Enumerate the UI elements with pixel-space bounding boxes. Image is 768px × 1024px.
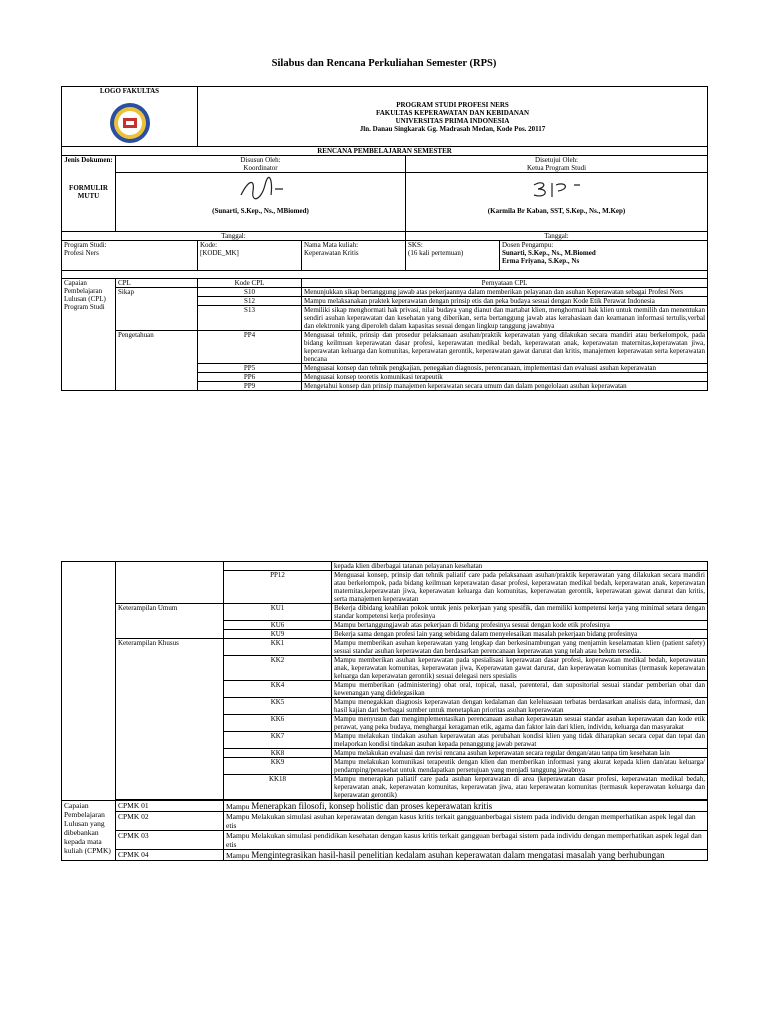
dosen-label: Dosen Pengampu:: [502, 241, 554, 249]
faculty-name: FAKULTAS KEPERAWATAN DAN KEBIDANAN: [375, 108, 530, 117]
cpl-statement: Bekerja sama dengan profesi lain yang sebidang dalam menyelesaikan masalah pekerjaan bidang profesinya: [332, 630, 708, 639]
prodi-label: Program Studi:: [64, 241, 107, 249]
dosen-2: Erma Friyana, S.Kep., Ns: [502, 257, 580, 265]
cpmk-code: CPMK 01: [116, 801, 224, 812]
cpmk-prefix: Mampu: [226, 812, 250, 821]
cpl-statement: Mampu melakukan komunikasi terapeutik dengan klien dan memberikan informasi yang akurat kepada klien dan/atau keluarga/ pendamping/penasehat untuk mendapatkan persetujuan yang menjadi tanggung jawabnya: [332, 758, 708, 775]
faculty-logo-icon: [108, 101, 152, 145]
table-row: [62, 831, 708, 850]
cpl-code: KU6: [224, 621, 332, 630]
disetujui-name: (Karmila Br Kaban, SST, S.Kep., Ns., M.Kep): [487, 207, 626, 215]
institution-header: [198, 87, 708, 147]
cpl-code: S13: [198, 306, 302, 331]
disetujui-label: Disetujui Oleh:: [535, 156, 578, 164]
cpmk-statement: [224, 801, 708, 812]
cpl-code: KU9: [224, 630, 332, 639]
kode-col-header: Kode CPL: [198, 279, 302, 288]
pernyataan-col-header: Pernyataan CPL: [302, 279, 708, 288]
cpl-statement-continuation: kepada klien diberbagai tatanan pelayanan kesehatan: [332, 562, 708, 571]
table-row: [62, 331, 708, 364]
table-row: [62, 639, 708, 656]
tanggal-2: Tanggal:: [406, 232, 708, 241]
tanggal-1: Tanggal:: [62, 232, 406, 241]
rps-table-page1: [61, 86, 708, 391]
cpl-code: S10: [198, 288, 302, 297]
cpmk-prefix: Mampu: [226, 851, 250, 860]
mk-label: Nama Mata kuliah:: [304, 241, 359, 249]
cpl-code: KK8: [224, 749, 332, 758]
dosen-1: Sunarti, S.Kep., Ns., M.Biomed: [502, 249, 596, 257]
cpl-col-header: CPL: [116, 279, 198, 288]
cpl-statement: Mampu menerapkan paliatif care pada asuhan keperawatan di area (keperawatan dasar profesi, keperawatan medikal bedah, keperawatan anak, keperawatan komunitas, keperawatan jiwa, atau keperawatan komunitas (termasuk keperawatan keluarga dan keperawatan gerontik): [332, 775, 708, 800]
sks-label: SKS:: [408, 241, 423, 249]
prodi-cell: [62, 241, 198, 271]
address: Jln. Danau Singkarak Gg. Madrasah Medan, Kode Pos. 20117: [359, 124, 546, 133]
cpl-statement: Menguasai konsep dan tehnik pengkajian, penegakan diagnosis, perencanaan, implementasi dan evaluasi asuhan keperawatan: [302, 364, 708, 373]
logo-label: LOGO FAKULTAS: [99, 87, 160, 95]
cpl-statement: Menguasai konsep teoretis komunikasi terapeutik: [302, 373, 708, 382]
cpl-code: KK9: [224, 758, 332, 775]
logo-cell: [62, 87, 198, 147]
kode-label: Kode:: [200, 241, 218, 249]
table-row: [62, 562, 708, 571]
cpl-code: PP4: [198, 331, 302, 364]
disetujui-role: Ketua Program Studi: [406, 164, 707, 173]
cpl-code: KK7: [224, 732, 332, 749]
cpl-code: KU1: [224, 604, 332, 621]
university-name: UNIVERSITAS PRIMA INDONESIA: [395, 116, 510, 125]
cpmk-text: Melakukan simulasi asuhan keperawatan dengan kasus kritis terkait gangguanberbagai sistem pada individu dengan memperhatikan aspek legal dan etis: [226, 812, 696, 830]
cpmk-section-label: Capaian Pembelajaran Lulusan yang dibebankan kepada mata kuliah (CPMK): [62, 801, 116, 861]
disusun-cell: [116, 156, 406, 232]
disusun-label: Disusun Oleh:: [240, 156, 281, 164]
group-pengetahuan: Pengetahuan: [116, 331, 198, 391]
cpl-statement: Mampu melaksanakan praktek keperawatan dengan prinsip etis dan peka budaya sesuai dengan Kode Etik Perawat Indonesia: [302, 297, 708, 306]
table-row: [62, 812, 708, 831]
mk-value: Keperawatan Kritis: [304, 249, 359, 257]
sks-cell: [406, 241, 500, 271]
cpl-code: KK4: [224, 681, 332, 698]
cpmk-prefix: Mampu: [226, 802, 250, 811]
cpl-code: S12: [198, 297, 302, 306]
cpl-statement: Bekerja dibidang keahlian pokok untuk jenis pekerjaan yang spesifik, dan memiliki kompetensi kerja yang minimal setara dengan standar kompetensi kerja profesinya: [332, 604, 708, 621]
cpmk-statement: [224, 831, 708, 850]
disusun-role: Koordinator: [116, 164, 405, 173]
cpmk-statement: [224, 812, 708, 831]
rps-title: RENCANA PEMBELAJARAN SEMESTER: [62, 147, 708, 156]
dosen-cell: [500, 241, 708, 271]
jenis-dokumen-cell: [62, 156, 116, 232]
cpmk-code: CPMK 03: [116, 831, 224, 850]
cpl-statement: Memiliki sikap menghormati hak privasi, nilai budaya yang dianut dan martabat klien, menghormati hak klien untuk memilih dan menentukan sendiri asuhan keperawatan dan kesehatan yang diberikan, serta bertanggung jawab atas kerahasiaan dan keamanan informasi tertulis,verbal dan elektronik yang diperoleh dalam kapasitas sesuai dengan lingkup tanggung jawabnya: [302, 306, 708, 331]
cpl-statement: Mampu memberikan (administering) obat oral, topical, nasal, parenteral, dan supositorial sesuai standar pemberian obat dan kewenangan yang didelegasikan: [332, 681, 708, 698]
disusun-name: (Sunarti, S.Kep., Ns., MBiomed): [212, 207, 309, 215]
cpl-statement: Mampu melakukan tindakan asuhan keperawatan atas perubahan kondisi klien yang tidak diharapkan secara cepat dan tepat dan melaporkan kondisi tindakan asuhan kepada penanggung jawab perawat: [332, 732, 708, 749]
cpl-code: PP9: [198, 382, 302, 391]
cpmk-text: Menerapkan filosofi, konsep holistic dan proses keperawatan kritis: [251, 801, 493, 811]
cpl-code: PP12: [224, 571, 332, 604]
disetujui-cell: [406, 156, 708, 232]
cpl-section-label: Capaian Pembelajaran Lulusan (CPL) Program Studi: [62, 279, 116, 391]
cpmk-statement: [224, 850, 708, 861]
prodi-value: Profesi Ners: [64, 249, 99, 257]
cpl-code: KK5: [224, 698, 332, 715]
group-keterampilan-umum: Keterampilan Umum: [116, 604, 224, 639]
formulir-mutu: FORMULIR MUTU: [69, 184, 108, 200]
cpl-code: KK6: [224, 715, 332, 732]
cpl-statement: Menunjukkan sikap bertanggung jawab atas pekerjaannya dalam memberikan pelayanan dan asuhan Keperawatan sebagai Profesi Ners: [302, 288, 708, 297]
kode-value: [KODE_MK]: [200, 249, 239, 257]
cpl-code-empty: [224, 562, 332, 571]
cpl-code: KK1: [224, 639, 332, 656]
cpmk-prefix: Mampu: [226, 831, 250, 840]
group-pengetahuan-cont: [116, 562, 224, 604]
cpmk-code: CPMK 02: [116, 812, 224, 831]
kode-cell: [198, 241, 302, 271]
jenis-dokumen-label: Jenis Dokumen:: [64, 156, 113, 164]
mk-cell: [302, 241, 406, 271]
cpl-statement: Mampu memberikan asuhan keperawatan yang lengkap dan berkesinambungan yang menjamin keselamatan klien (patient safety) sesuai standar asuhan keperawatan dan berdasarkan perencanaan keperawatan yang telah atau belum tersedia.: [332, 639, 708, 656]
cpl-statement: Mampu memberikan asuhan keperawatan pada spesialisasi keperawatan dasar profesi, keperawatan medikal bedah, keperawatan anak, keperawatan komunitas, keperawatan jiwa, Keperawatan gawat darurat, dan keperawatan komunitas (termasuk keperawatan keluarga dan keperawatan gerontik) sesuai delegasi ners spesialis: [332, 656, 708, 681]
cpl-code: KK2: [224, 656, 332, 681]
cpl-statement: Mampu bertanggungjawab atas pekerjaan di bidang profesinya sesuai dengan kode etik profesinya: [332, 621, 708, 630]
signature-coordinator-icon: [231, 175, 291, 205]
cpl-statement: Menguasai tehnik, prinsip dan prosedur pelaksanaan asuhan/praktik keperawatan yang dilakukan secara mandiri atau berkelompok, pada bidang keilmuan keperawatan dasar profesi, keperawatan medikal bedah, keperawatan anak, keperawatan maternitas,keperawatan jiwa, keperawatan keluarga dan komunitas, keperawatan gerontik, keperawatan gawat darurat dan kritis, manajemen keperawatan serta keperawatan bencana: [302, 331, 708, 364]
cpl-statement: Menguasai konsep, prinsip dan tehnik paliatif care pada pelaksanaan asuhan/praktik keperawatan yang dilakukan secara mandiri atau berkelompok, pada bidang keilmuan keperawatan dasar profesi, keperawatan medikal bedah, keperawatan anak, keperawatan maternitas,keperawatan jiwa, keperawatan keluarga dan komunitas, keperawatan gerontik, keperawatan gawat darurat dan kritis, serta manajemen keperawatan: [332, 571, 708, 604]
cpmk-text: Mengintegrasikan hasil-hasil penelitian kedalam asuhan keperawatan dalam mengatasi masalah yang berhubungan: [251, 850, 665, 860]
table-row: [62, 604, 708, 621]
program-name: PROGRAM STUDI PROFESI NERS: [396, 100, 509, 109]
table-row: [62, 801, 708, 812]
cpl-section-continued: [62, 562, 116, 801]
table-row: [62, 288, 708, 297]
cpmk-text: Melakukan simulasi pendidikan kesehatan dengan kasus kritis terkait gangguan berbagai sistem pada individu dengan memperhatikan aspek legal dan etis: [226, 831, 702, 849]
cpl-statement: Mampu menegakkan diagnosis keperawatan dengan kedalaman dan keleluasaan terbatas berdasarkan analisis data, informasi, dan hasil kajian dari berbagai sumber untuk menetapkan prioritas asuhan keperawatan: [332, 698, 708, 715]
table-row: [62, 850, 708, 861]
signature-head-icon: [522, 175, 592, 205]
cpl-code: PP5: [198, 364, 302, 373]
group-sikap: Sikap: [116, 288, 198, 331]
sks-value: (16 kali pertemuan): [408, 249, 464, 257]
cpl-statement: Mampu melakukan evaluasi dan revisi rencana asuhan keperawatan secara regular dengan/atau tanpa tim kesehatan lain: [332, 749, 708, 758]
page-title: Silabus dan Rencana Perkuliahan Semester (RPS): [271, 58, 497, 69]
cpl-code: PP6: [198, 373, 302, 382]
cpl-statement: Mampu menyusun dan mengimplementasikan perencanaan asuhan keperawatan sesuai standar asuhan keperawatan dan kode etik perawat, yang peka budaya, menghargai keragaman etik, agama dan faktor lain dari klien, individu, keluarga dan masyarakat: [332, 715, 708, 732]
cpl-statement: Mengetahui konsep dan prinsip manajemen keperawatan secara umum dan dalam pengelolaan asuhan keperawatan: [302, 382, 708, 391]
group-keterampilan-khusus: Keterampilan Khusus: [116, 639, 224, 800]
cpl-code: KK18: [224, 775, 332, 800]
rps-table-page2: [61, 561, 708, 861]
cpmk-code: CPMK 04: [116, 850, 224, 861]
